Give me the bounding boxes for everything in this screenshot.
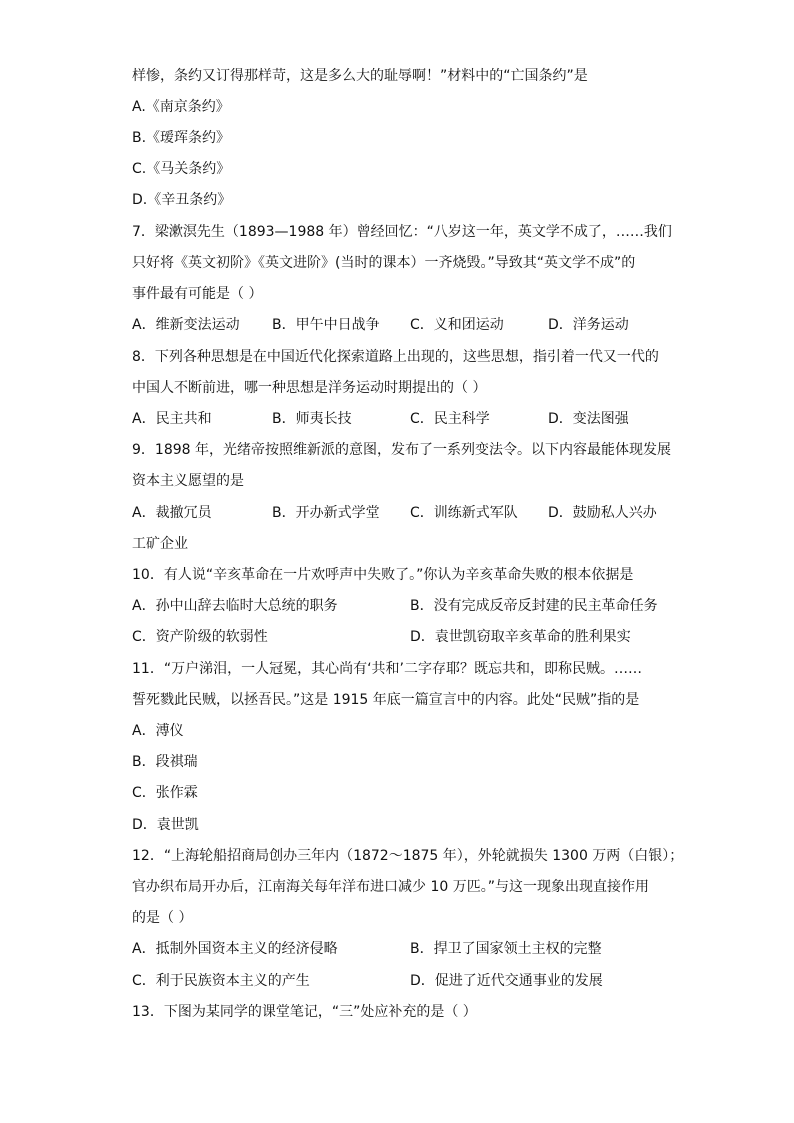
q10-option-a: A．孙中山辞去临时大总统的职务: [132, 598, 338, 614]
q7-option-b: B．甲午中日战争: [272, 317, 380, 333]
q9-stem-line-1: 9．1898 年，光绪帝按照维新派的意图，发布了一系列变法令。以下内容最能体现发展: [132, 442, 671, 458]
q11-option-b: B．段祺瑞: [132, 754, 198, 770]
q6-option-a: A.《南京条约》: [132, 99, 230, 115]
q12-stem-line-1: 12．“上海轮船招商局创办三年内（1872～1875 年），外轮就损失 1300 万两（白银）；: [132, 848, 684, 864]
q7-option-d: D．洋务运动: [548, 317, 629, 333]
q12-option-b: B．捍卫了国家领土主权的完整: [410, 941, 602, 957]
q8-stem-line-2: 中国人不断前进，哪一种思想是洋务运动时期提出的（ ）: [132, 380, 487, 396]
q7-option-a: A．维新变法运动: [132, 317, 240, 333]
q7-stem-line-1: 7．梁漱溟先生（1893—1988 年）曾经回忆：“八岁这一年，英文学不成了，……我们: [132, 224, 672, 240]
q13-stem-line-1: 13．下图为某同学的课堂笔记，“三”处应补充的是（ ）: [132, 1004, 477, 1020]
q12-stem-line-3: 的是（ ）: [132, 910, 193, 926]
q12-option-c: C．利于民族资本主义的产生: [132, 973, 310, 989]
q8-stem-line-1: 8．下列各种思想是在中国近代化探索道路上出现的，这些思想，指引着一代又一代的: [132, 349, 659, 365]
q10-stem-line-1: 10．有人说“辛亥革命在一片欢呼声中失败了。”你认为辛亥革命失败的根本依据是: [132, 567, 634, 583]
q10-option-b: B．没有完成反帝反封建的民主革命任务: [410, 598, 658, 614]
q7-stem-line-2: 只好将《英文初阶》《英文进阶》(当时的课本）一齐烧毁。”导致其“英文学不成”的: [132, 255, 636, 271]
q8-option-d: D．变法图强: [548, 411, 629, 427]
q10-option-d: D．袁世凯窃取辛亥革命的胜利果实: [410, 629, 631, 645]
q11-option-d: D．袁世凯: [132, 817, 199, 833]
q6-option-d: D.《辛丑条约》: [132, 192, 232, 208]
q6-option-b: B.《瑷珲条约》: [132, 130, 231, 146]
q9-option-b: B．开办新式学堂: [272, 505, 380, 521]
q11-option-c: C．张作霖: [132, 785, 198, 801]
q7-option-c: C．义和团运动: [410, 317, 504, 333]
q11-stem-line-2: 誓死戮此民贼，以拯吾民。”这是 1915 年底一篇宣言中的内容。此处“民贼”指的是: [132, 692, 640, 708]
q8-option-a: A．民主共和: [132, 411, 212, 427]
q9-stem-line-2: 资本主义愿望的是: [132, 473, 244, 489]
q7-stem-line-3: 事件最有可能是（ ）: [132, 286, 263, 302]
q9-option-a: A．裁撤冗员: [132, 505, 212, 521]
q12-option-a: A．抵制外国资本主义的经济侵略: [132, 941, 338, 957]
q10-option-c: C．资产阶级的软弱性: [132, 629, 268, 645]
q8-option-b: B．师夷长技: [272, 411, 352, 427]
q11-option-a: A．溥仪: [132, 723, 184, 739]
q12-option-d: D．促进了近代交通事业的发展: [410, 973, 603, 989]
q6-option-c: C.《马关条约》: [132, 161, 231, 177]
q9-option-c: C．训练新式军队: [410, 505, 518, 521]
q11-stem-line-1: 11．“万户涕泪，一人冠冕，其心尚有‘共和’二字存耶？既忘共和，即称民贼。……: [132, 661, 642, 677]
q12-stem-line-2: 官办织布局开办后，江南海关每年洋布进口减少 10 万匹。”与这一现象出现直接作用: [132, 879, 649, 895]
q9-option-d-continued: 工矿企业: [132, 536, 188, 552]
q6-stem-tail: 样惨，条约又订得那样苛，这是多么大的耻辱啊！”材料中的“亡国条约”是: [132, 68, 588, 84]
q9-option-d: D．鼓励私人兴办: [548, 505, 657, 521]
q8-option-c: C．民主科学: [410, 411, 490, 427]
